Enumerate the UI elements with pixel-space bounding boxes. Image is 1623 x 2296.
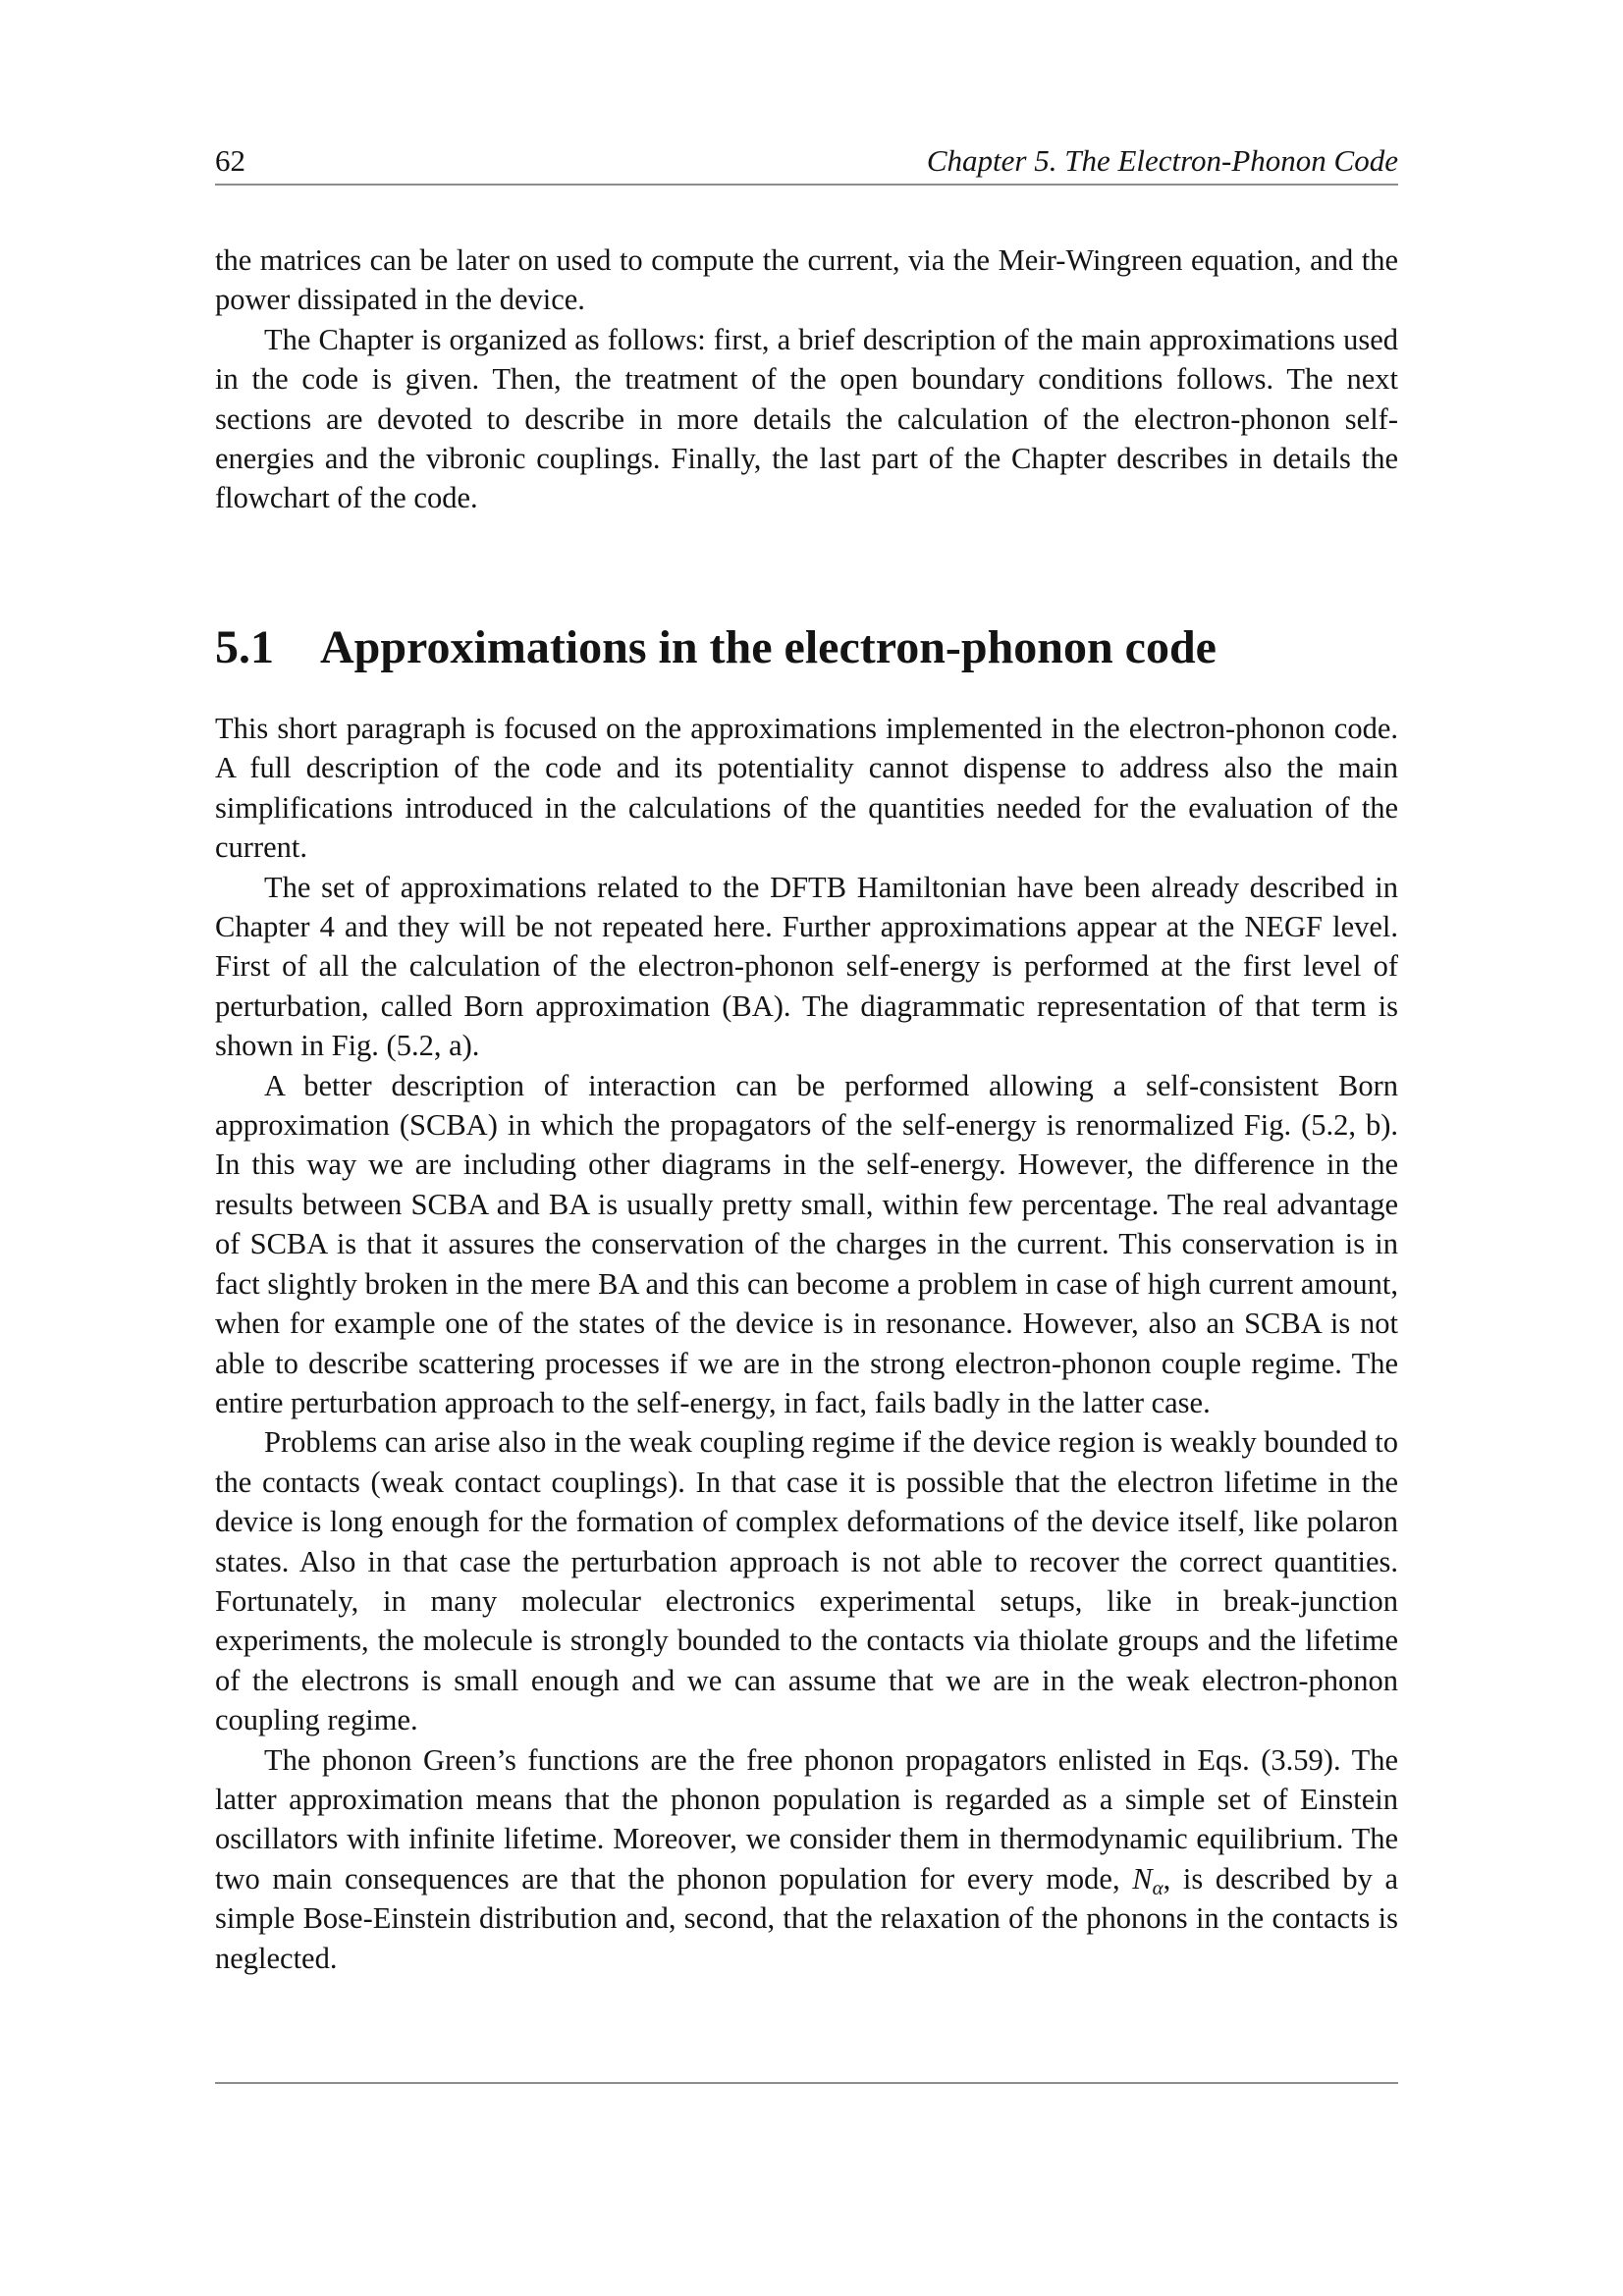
- section-number: 5.1: [215, 621, 274, 673]
- section-heading: [215, 618, 1398, 677]
- n-alpha-symbol: [1132, 1861, 1163, 1899]
- section-paragraph-5: [215, 1740, 1398, 1978]
- section-paragraph-4: Problems can arise also in the weak coupling regime if the device region is weakly bounded to the contacts (weak contact couplings). In that case it is possible that the electron lifetime in the device is long enough for the formation of complex deformations of the device itself, like polaron states. Also in that case the perturbation approach is not able to recover the correct quantities. Fortunately, in many molecular electronics experimental setups, like in break-junction experiments, the molecule is strongly bounded to the contacts via thiolate groups and the lifetime of the electrons is small enough and we can assume that we are in the weak electron-phonon coupling regime.: [215, 1425, 1398, 1737]
- running-head: [215, 139, 1398, 183]
- intro-paragraph-1: the matrices can be later on used to compute the current, via the Meir-Wingreen equation, and the power dissipated in the device.: [215, 243, 1398, 317]
- section-paragraph-1: This short paragraph is focused on the approximations implemented in the electron-phonon code. A full description of the code and its potentiality cannot dispense to address also the main simplifications introduced in the calculations of the quantities needed for the evaluation of the current.: [215, 712, 1398, 865]
- paragraph-5-text-before: The phonon Green’s functions are the free phonon propagators enlisted in Eqs. (3.59). The latter approximation means that the phonon population is regarded as a simple set of Einstein oscillators with infinite lifetime. Moreover, we consider them in thermodynamic equilibrium. The two main consequences are that the phonon population for every mode,: [215, 1742, 1398, 1896]
- section-paragraph-2: The set of approximations related to the DFTB Hamiltonian have been already described in Chapter 4 and they will be not repeated here. Further approximations appear at the NEGF level. First of all the calculation of the electron-phonon self-energy is performed at the first level of perturbation, called Born approximation (BA). The diagrammatic representation of that term is shown in Fig. (5.2, a).: [215, 870, 1398, 1063]
- header-rule: [215, 184, 1398, 186]
- running-chapter-title: Chapter 5. The Electron-Phonon Code: [926, 143, 1398, 178]
- section-paragraph-3: A better description of interaction can be performed allowing a self-consistent Born approximation (SCBA) in which the propagators of the self-energy is renormalized Fig. (5.2, b). In this way we are including other diagrams in the self-energy. However, the difference in the results between SCBA and BA is usually pretty small, within few percentage. The real advantage of SCBA is that it assures the conservation of the charges in the current. This conservation is in fact slightly broken in the mere BA and this can become a problem in case of high current amount, when for example one of the states of the device is in resonance. However, also an SCBA is not able to describe scattering processes if we are in the strong electron-phonon couple regime. The entire perturbation approach to the self-energy, in fact, fails badly in the latter case.: [215, 1068, 1398, 1419]
- footer-rule: [215, 2082, 1398, 2084]
- section-text: [215, 709, 1398, 1978]
- intro-text: [215, 240, 1398, 518]
- symbol-base: N: [1132, 1861, 1153, 1896]
- paragraph-5-text-after: , is described by a simple Bose-Einstein distribution and, second, that the relaxation of the phonons in the contacts is neglected.: [215, 1861, 1399, 1975]
- page-number: 62: [215, 143, 245, 178]
- intro-paragraph-2: The Chapter is organized as follows: first, a brief description of the main approximations used in the code is given. Then, the treatment of the open boundary conditions follows. The next sections are devoted to describe in more details the calculation of the electron-phonon self-energies and the vibronic couplings. Finally, the last part of the Chapter describes in details the flowchart of the code.: [215, 322, 1398, 515]
- symbol-subscript: α: [1152, 1875, 1163, 1899]
- page: [215, 0, 1398, 2296]
- section-title: Approximations in the electron-phonon code: [320, 621, 1217, 673]
